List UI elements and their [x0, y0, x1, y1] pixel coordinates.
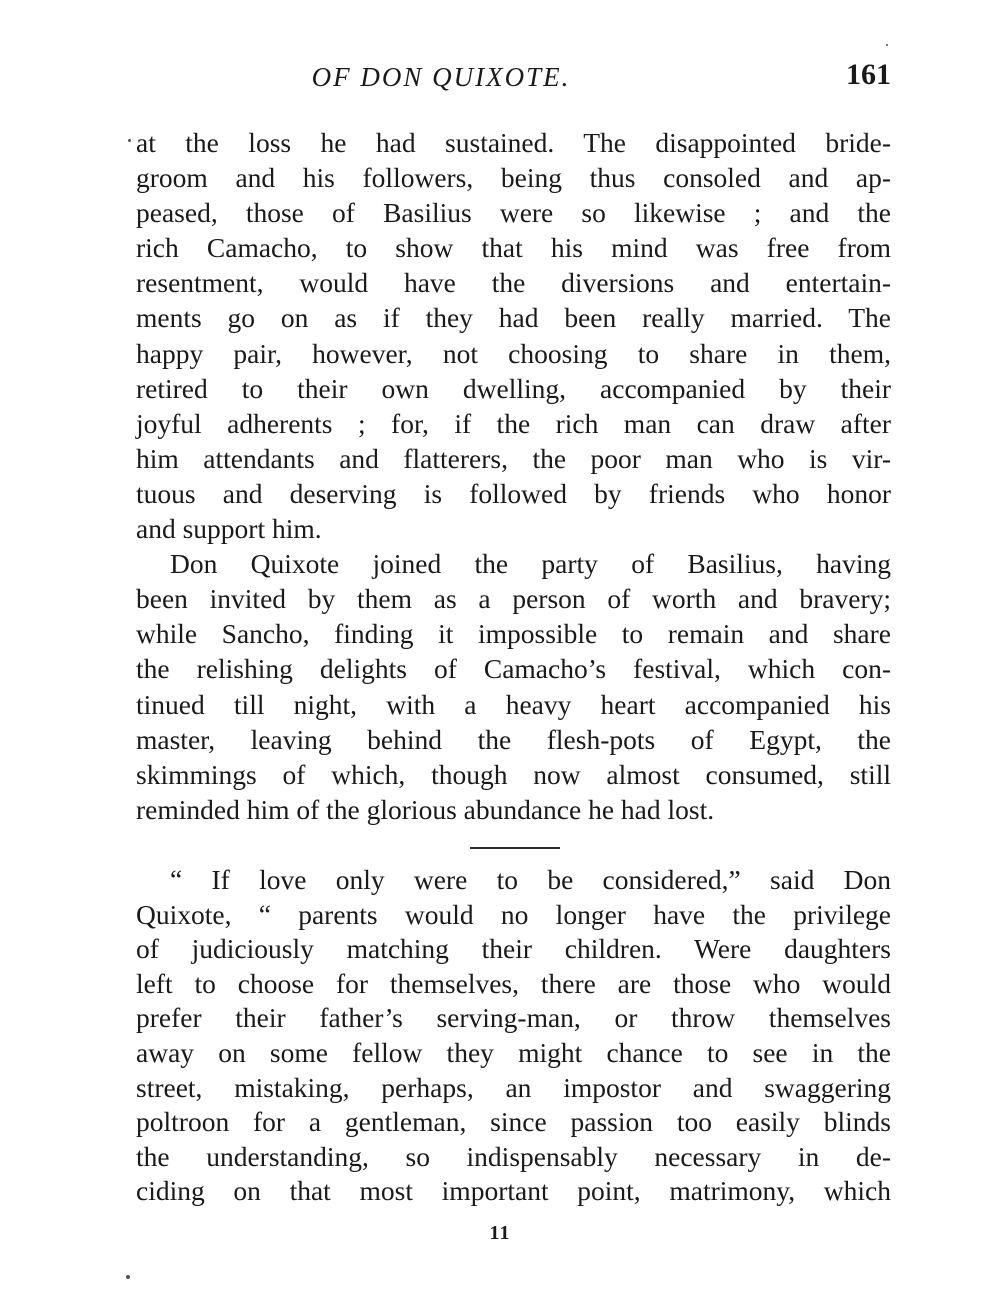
text-line: reminded him of the glorious abundance he had lost.	[136, 793, 715, 825]
text-line: him attendants and flatterers, the poor man who is vir-	[136, 442, 891, 474]
text-line: rich Camacho, to show that his mind was free from	[136, 232, 891, 264]
print-speck	[126, 1275, 130, 1279]
text-line: ments go on as if they had been really married. The	[136, 302, 891, 334]
text-line: prefer their father’s serving-man, or throw themselves	[136, 1002, 891, 1034]
text-line: Quixote, “ parents would no longer have the privilege	[136, 898, 891, 930]
text-line: left to choose for themselves, there are those who would	[136, 967, 891, 999]
signature-mark: 11	[489, 1222, 511, 1244]
page-number: 161	[846, 58, 891, 91]
text-line: the understanding, so indispensably necessary in de-	[136, 1140, 891, 1172]
text-line: resentment, would have the diversions and entertain-	[136, 267, 891, 299]
text-line: happy pair, however, not choosing to share in them,	[136, 337, 891, 369]
running-head	[136, 58, 891, 98]
text-line: peased, those of Basilius were so likewise ; and the	[136, 197, 891, 229]
body-text-upper	[136, 125, 891, 827]
text-line: master, leaving behind the flesh-pots of Egypt, the	[136, 723, 891, 755]
running-title: OF DON QUIXOTE.	[311, 62, 571, 92]
text-line: and support him.	[136, 513, 322, 545]
text-line: groom and his followers, being thus consoled and ap-	[136, 162, 891, 194]
text-line: tinued till night, with a heavy heart accompanied his	[136, 688, 891, 720]
text-line: the relishing delights of Camacho’s festival, which con-	[136, 653, 891, 685]
text-line: while Sancho, finding it impossible to remain and share	[136, 618, 891, 650]
text-line: poltroon for a gentleman, since passion too easily blinds	[136, 1106, 891, 1138]
text-line: skimmings of which, though now almost consumed, still	[136, 758, 891, 790]
text-line: at the loss he had sustained. The disappointed bride-	[136, 127, 891, 158]
text-line: of judiciously matching their children. Were daughters	[136, 933, 891, 965]
print-speck	[886, 44, 888, 46]
text-line: ciding on that most important point, matrimony, which	[136, 1175, 891, 1207]
text-line: street, mistaking, perhaps, an impostor and swaggering	[136, 1071, 891, 1103]
text-line: retired to their own dwelling, accompanied by their	[136, 372, 891, 404]
text-line: joyful adherents ; for, if the rich man can draw after	[136, 407, 891, 439]
body-text-lower	[136, 863, 891, 1209]
section-divider	[470, 847, 560, 849]
text-line: away on some fellow they might chance to see in the	[136, 1036, 891, 1068]
print-speck	[128, 139, 131, 142]
text-line: tuous and deserving is followed by friends who honor	[136, 477, 891, 509]
text-line: “ If love only were to be considered,” said Don	[170, 864, 891, 895]
text-line: been invited by them as a person of worth and bravery;	[136, 583, 891, 615]
text-line: Don Quixote joined the party of Basilius, having	[170, 548, 891, 580]
